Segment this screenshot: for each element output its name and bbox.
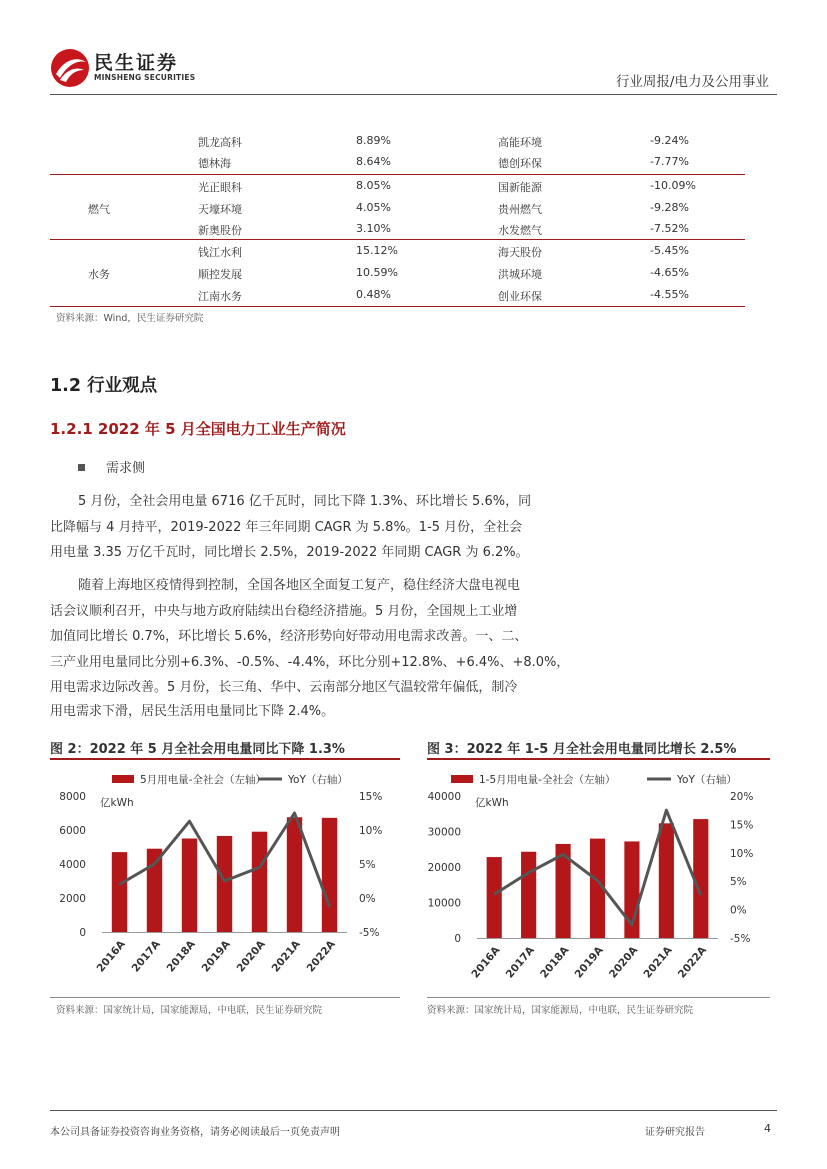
- y2-tick-label: -5%: [359, 927, 380, 939]
- x-tick-label: 2020A: [607, 944, 641, 981]
- y2-tick-label: 0%: [730, 904, 747, 917]
- chart-monthly-consumption: [50, 762, 400, 994]
- figure-title: 图 3：2022 年 1-5 月全社会用电量同比增长 2.5%: [427, 742, 737, 757]
- footer-disclaimer: 本公司具备证券投资咨询业务资格，请务必阅读最后一页免责声明: [50, 1127, 340, 1138]
- x-tick-label: 2022A: [675, 944, 710, 981]
- bar: [252, 832, 267, 932]
- x-tick-label: 2018A: [164, 938, 198, 975]
- table-row: [50, 284, 745, 306]
- table-category: 水务: [88, 268, 110, 281]
- figure-title: 图 2：2022 年 5 月全社会用电量同比下降 1.3%: [50, 742, 345, 757]
- table-row: [50, 151, 745, 173]
- y2-tick-label: 10%: [359, 825, 383, 837]
- legend-bar-swatch: [451, 775, 473, 783]
- bar: [112, 852, 127, 932]
- bar: [147, 849, 162, 932]
- subsection-heading: 1.2.1 2022 年 5 月全国电力工业生产简况: [50, 420, 346, 438]
- table-cell: -4.55%: [650, 288, 689, 301]
- table-row: [50, 218, 745, 240]
- table-cell: 贵州燃气: [498, 203, 542, 216]
- legend-label: 1-5月用电量-全社会（左轴）: [479, 774, 616, 786]
- bullet-square-icon: [78, 464, 85, 471]
- table-row: [50, 130, 745, 152]
- table-row: [50, 262, 745, 284]
- table-cell: 4.05%: [356, 201, 391, 214]
- table-row: [50, 175, 745, 197]
- table-cell: 8.89%: [356, 134, 391, 147]
- paragraph-line: 用电量 3.35 万亿千瓦时，同比增长 2.5%，2019-2022 年同期 CAGR 为 6.2%。: [50, 545, 529, 560]
- logo-mark-icon: [50, 48, 90, 88]
- paragraph-line: 话会议顺利召开，中央与地方政府陆续出台稳经济措施。5 月份，全国规上工业增: [50, 604, 518, 619]
- table-cell: -5.45%: [650, 244, 689, 257]
- y-tick-label: 40000: [427, 791, 461, 803]
- table-cell: 洪城环境: [498, 268, 542, 281]
- table-cell: 顺控发展: [198, 268, 242, 281]
- table-row: [50, 197, 745, 219]
- chart-ytd-consumption: [427, 762, 770, 994]
- y-tick-label: 8000: [59, 791, 86, 803]
- bullet-label: 需求侧: [106, 461, 146, 476]
- table-cell: 创业环保: [498, 290, 542, 303]
- table-cell: 0.48%: [356, 288, 391, 301]
- figure-bottom-rule: [50, 997, 400, 998]
- page-number: 4: [764, 1122, 771, 1135]
- y-tick-label: 4000: [59, 859, 86, 871]
- table-cell: -10.09%: [650, 179, 696, 192]
- logo-text-en: MINSHENG SECURITIES: [94, 73, 196, 82]
- table-cell: 3.10%: [356, 222, 391, 235]
- logo-text-cn: 民生证券: [94, 52, 179, 74]
- legend-label: 5月用电量-全社会（左轴）: [140, 774, 266, 786]
- table-cell: -9.28%: [650, 201, 689, 214]
- legend-bar-swatch: [112, 775, 134, 783]
- bar: [287, 817, 302, 932]
- figure-top-rule: [427, 758, 770, 760]
- section-heading: 1.2 行业观点: [50, 376, 158, 396]
- paragraph-line: 加值同比增长 0.7%，环比增长 5.6%，经济形势向好带动用电需求改善。一、二、: [50, 629, 528, 644]
- table-cell: 天壕环境: [198, 203, 242, 216]
- table-cell: 海天股份: [498, 246, 542, 259]
- y-tick-label: 6000: [59, 825, 86, 837]
- y2-tick-label: 20%: [730, 791, 754, 803]
- figure-top-rule: [50, 758, 400, 760]
- table-cell: -7.77%: [650, 155, 689, 168]
- table-cell: 光正眼科: [198, 181, 242, 194]
- y2-tick-label: 15%: [730, 819, 754, 832]
- x-tick-label: 2022A: [304, 938, 338, 975]
- x-tick-label: 2019A: [199, 938, 233, 975]
- x-tick-label: 2020A: [234, 938, 268, 975]
- y2-tick-label: 10%: [730, 847, 754, 860]
- table-cell: 8.05%: [356, 179, 391, 192]
- y-tick-label: 0: [79, 927, 86, 939]
- y-axis-unit: 亿kWh: [475, 797, 509, 809]
- paragraph-line: 5 月份，全社会用电量 6716 亿千瓦时，同比下降 1.3%、环比增长 5.6%，同: [78, 494, 532, 509]
- table-cell: 15.12%: [356, 244, 398, 257]
- bar: [182, 839, 197, 933]
- bar: [521, 852, 536, 938]
- footer-label: 证券研究报告: [645, 1127, 705, 1138]
- legend-label: YoY（右轴）: [288, 774, 348, 786]
- paragraph-line: 用电需求边际改善。5 月份，长三角、华中、云南部分地区气温较常年偏低，制冷: [50, 680, 518, 695]
- table-cell: -4.65%: [650, 266, 689, 279]
- bar: [659, 823, 674, 938]
- x-tick-label: 2017A: [503, 944, 537, 981]
- bar: [217, 836, 232, 932]
- x-tick-label: 2018A: [538, 944, 572, 981]
- y-tick-label: 20000: [427, 862, 461, 874]
- figure-source: 资料来源：国家统计局，国家能源局，中电联，民生证券研究院: [56, 1005, 323, 1016]
- table-cell: 新奥股份: [198, 224, 242, 237]
- table-cell: 凯龙高科: [198, 136, 242, 149]
- table-row: [50, 240, 745, 262]
- paragraph-line: 用电需求下滑，居民生活用电量同比下降 2.4%。: [50, 704, 335, 719]
- x-tick-label: 2016A: [94, 938, 128, 975]
- y2-tick-label: 5%: [359, 859, 376, 871]
- x-tick-label: 2017A: [129, 938, 163, 975]
- y-tick-label: 30000: [427, 826, 461, 839]
- x-tick-label: 2016A: [469, 944, 503, 981]
- table-cell: 江南水务: [198, 290, 242, 303]
- figure-source: 资料来源：国家统计局，国家能源局，中电联，民生证券研究院: [427, 1005, 694, 1016]
- table-bottom-rule: [50, 306, 745, 307]
- table-cell: 德创环保: [498, 157, 542, 170]
- bar: [487, 857, 502, 938]
- paragraph-line: 随着上海地区疫情得到控制，全国各地区全面复工复产，稳住经济大盘电视电: [78, 578, 521, 593]
- table-cell: 水发燃气: [498, 224, 542, 237]
- table-cell: 钱江水利: [198, 246, 242, 259]
- footer-divider: [50, 1110, 777, 1111]
- y2-tick-label: 5%: [730, 876, 747, 889]
- x-tick-label: 2021A: [641, 944, 675, 981]
- table-cell: 8.64%: [356, 155, 391, 168]
- y-tick-label: 0: [454, 933, 461, 945]
- table-cell: 高能环境: [498, 136, 542, 149]
- header-section-title: 行业周报/电力及公用事业: [615, 74, 769, 90]
- y-tick-label: 10000: [427, 897, 461, 910]
- y2-tick-label: 0%: [359, 893, 376, 905]
- paragraph-line: 比降幅与 4 月持平，2019-2022 年三年同期 CAGR 为 5.8%。1-5 月份，全社会: [50, 520, 523, 535]
- y-axis-unit: 亿kWh: [100, 797, 134, 809]
- table-source: 资料来源：Wind，民生证券研究院: [56, 313, 204, 324]
- paragraph-line: 三产业用电量同比分别+6.3%、-0.5%、-4.4%，环比分别+12.8%、+6.4%、+8.0%，: [50, 655, 570, 670]
- bar: [322, 818, 337, 932]
- table-cell: -9.24%: [650, 134, 689, 147]
- figure-bottom-rule: [427, 997, 770, 998]
- table-cell: 10.59%: [356, 266, 398, 279]
- y-tick-label: 2000: [59, 893, 86, 905]
- header-divider: [50, 94, 777, 95]
- x-tick-label: 2019A: [572, 944, 606, 981]
- legend-label: YoY（右轴）: [677, 774, 737, 786]
- y2-tick-label: 15%: [359, 791, 383, 803]
- table-cell: 德林海: [198, 157, 231, 170]
- y2-tick-label: -5%: [730, 933, 751, 945]
- table-cell: -7.52%: [650, 222, 689, 235]
- logo: [50, 48, 220, 88]
- table-category: 燃气: [88, 203, 110, 216]
- x-tick-label: 2021A: [269, 938, 303, 975]
- table-cell: 国新能源: [498, 181, 542, 194]
